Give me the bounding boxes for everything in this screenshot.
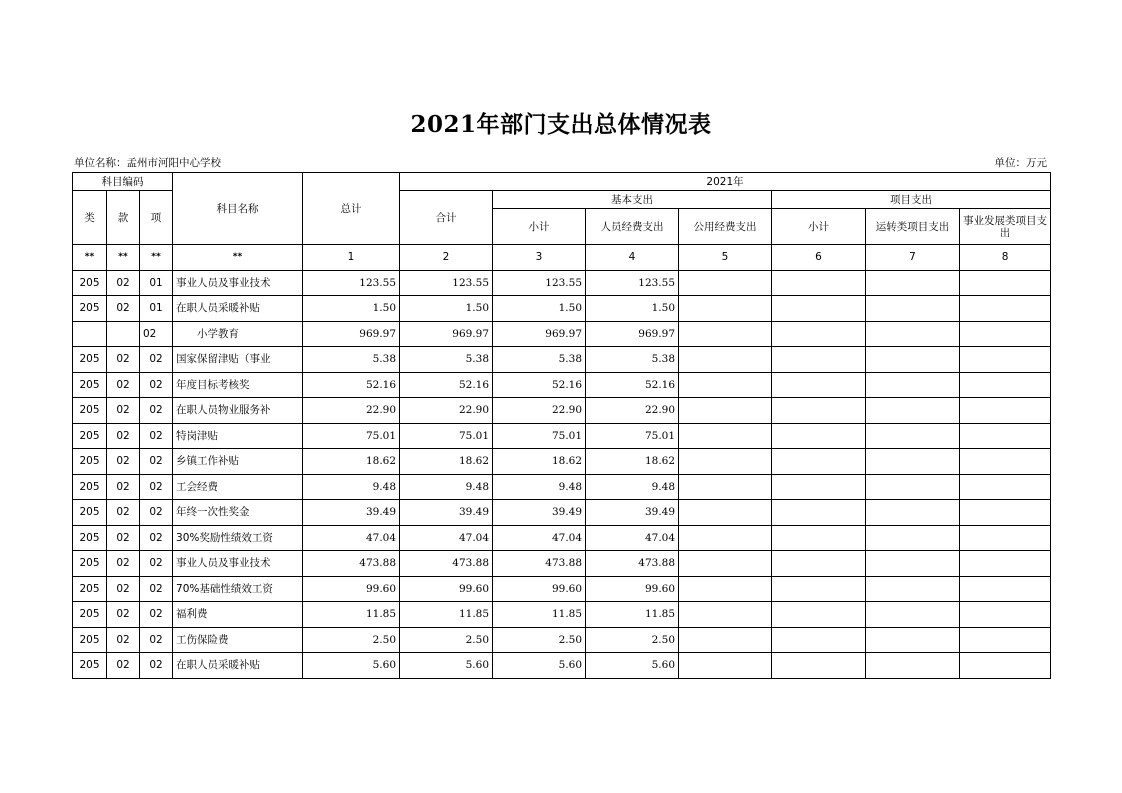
cell-kuan: 02 <box>107 296 140 322</box>
cell-development <box>960 372 1051 398</box>
cell-public <box>679 602 772 628</box>
header-heji: 合计 <box>400 191 493 245</box>
page-title: 2021年部门支出总体情况表 <box>410 111 712 138</box>
cell-development <box>960 551 1051 577</box>
cell-project-subtotal <box>772 653 866 679</box>
header-star: ** <box>107 245 140 271</box>
cell-total: 1.50 <box>303 296 400 322</box>
cell-project-subtotal <box>772 576 866 602</box>
cell-subject-name: 福利费 <box>173 602 303 628</box>
cell-basic-subtotal: 123.55 <box>493 270 586 296</box>
cell-public <box>679 423 772 449</box>
cell-operation <box>866 576 960 602</box>
cell-personnel: 22.90 <box>586 398 679 424</box>
cell-heji: 52.16 <box>400 372 493 398</box>
cell-lei: 205 <box>73 551 107 577</box>
cell-xiang: 02 <box>140 602 173 628</box>
cell-operation <box>866 449 960 475</box>
header-personnel: 人员经费支出 <box>586 209 679 245</box>
header-project-subtotal: 小计 <box>772 209 866 245</box>
cell-public <box>679 347 772 373</box>
cell-total: 11.85 <box>303 602 400 628</box>
header-public: 公用经费支出 <box>679 209 772 245</box>
cell-heji: 47.04 <box>400 525 493 551</box>
header-basic: 基本支出 <box>493 191 772 209</box>
header-number: 2 <box>400 245 493 271</box>
cell-lei <box>73 321 107 347</box>
cell-development <box>960 576 1051 602</box>
cell-operation <box>866 347 960 373</box>
cell-public <box>679 576 772 602</box>
header-xiang: 项 <box>140 191 173 245</box>
cell-subject-name: 年终一次性奖金 <box>173 500 303 526</box>
cell-subject-name: 特岗津贴 <box>173 423 303 449</box>
cell-lei: 205 <box>73 398 107 424</box>
header-number: 4 <box>586 245 679 271</box>
cell-kuan: 02 <box>107 525 140 551</box>
cell-operation <box>866 423 960 449</box>
cell-personnel: 52.16 <box>586 372 679 398</box>
cell-basic-subtotal: 5.60 <box>493 653 586 679</box>
cell-kuan: 02 <box>107 449 140 475</box>
cell-project-subtotal <box>772 423 866 449</box>
table-row <box>73 602 1051 628</box>
header-project: 项目支出 <box>772 191 1051 209</box>
cell-lei: 205 <box>73 449 107 475</box>
cell-xiang: 02 <box>140 653 173 679</box>
cell-lei: 205 <box>73 627 107 653</box>
cell-project-subtotal <box>772 347 866 373</box>
header-basic-subtotal: 小计 <box>493 209 586 245</box>
cell-subject-name: 乡镇工作补贴 <box>173 449 303 475</box>
cell-personnel: 5.60 <box>586 653 679 679</box>
header-number: 5 <box>679 245 772 271</box>
cell-total: 5.38 <box>303 347 400 373</box>
header-number: 6 <box>772 245 866 271</box>
table-row <box>73 449 1051 475</box>
cell-lei: 205 <box>73 423 107 449</box>
cell-xiang: 02 <box>140 525 173 551</box>
cell-project-subtotal <box>772 474 866 500</box>
cell-project-subtotal <box>772 627 866 653</box>
cell-personnel: 123.55 <box>586 270 679 296</box>
cell-project-subtotal <box>772 398 866 424</box>
table-row <box>73 627 1051 653</box>
cell-lei: 205 <box>73 602 107 628</box>
cell-operation <box>866 398 960 424</box>
cell-public <box>679 627 772 653</box>
cell-lei: 205 <box>73 653 107 679</box>
cell-kuan: 02 <box>107 372 140 398</box>
table-row <box>73 500 1051 526</box>
cell-total: 123.55 <box>303 270 400 296</box>
table-row <box>73 551 1051 577</box>
cell-operation <box>866 551 960 577</box>
cell-project-subtotal <box>772 449 866 475</box>
cell-kuan: 02 <box>107 423 140 449</box>
cell-subject-name: 70%基础性绩效工资 <box>173 576 303 602</box>
cell-public <box>679 398 772 424</box>
cell-lei: 205 <box>73 525 107 551</box>
table-row <box>73 398 1051 424</box>
cell-xiang: 02 <box>140 347 173 373</box>
cell-total: 99.60 <box>303 576 400 602</box>
cell-lei: 205 <box>73 347 107 373</box>
cell-basic-subtotal: 1.50 <box>493 296 586 322</box>
cell-project-subtotal <box>772 372 866 398</box>
cell-personnel: 99.60 <box>586 576 679 602</box>
cell-project-subtotal <box>772 500 866 526</box>
cell-lei: 205 <box>73 500 107 526</box>
table-row <box>73 423 1051 449</box>
cell-operation <box>866 627 960 653</box>
header-year: 2021年 <box>400 173 1051 191</box>
header-development: 事业发展类项目支出 <box>960 209 1051 245</box>
cell-total: 969.97 <box>303 321 400 347</box>
cell-kuan: 02 <box>107 576 140 602</box>
cell-total: 18.62 <box>303 449 400 475</box>
cell-project-subtotal <box>772 602 866 628</box>
cell-subject-name: 国家保留津贴（事业 <box>173 347 303 373</box>
cell-xiang: 01 <box>140 270 173 296</box>
cell-heji: 2.50 <box>400 627 493 653</box>
header-star: ** <box>140 245 173 271</box>
header-kuan: 款 <box>107 191 140 245</box>
cell-heji: 75.01 <box>400 423 493 449</box>
cell-project-subtotal <box>772 321 866 347</box>
cell-basic-subtotal: 473.88 <box>493 551 586 577</box>
cell-subject-name: 事业人员及事业技术 <box>173 551 303 577</box>
header-star: ** <box>73 245 107 271</box>
cell-development <box>960 321 1051 347</box>
header-subject-code: 科目编码 <box>73 173 173 191</box>
unit-name-label: 单位名称：孟州市河阳中心学校 <box>74 157 221 169</box>
table-row <box>73 372 1051 398</box>
cell-basic-subtotal: 52.16 <box>493 372 586 398</box>
cell-basic-subtotal: 9.48 <box>493 474 586 500</box>
cell-development <box>960 449 1051 475</box>
cell-public <box>679 296 772 322</box>
table-row <box>73 347 1051 373</box>
header-subject-name: 科目名称 <box>173 173 303 245</box>
cell-basic-subtotal: 969.97 <box>493 321 586 347</box>
cell-operation <box>866 372 960 398</box>
cell-lei: 205 <box>73 270 107 296</box>
cell-personnel: 75.01 <box>586 423 679 449</box>
cell-kuan: 02 <box>107 602 140 628</box>
cell-personnel: 9.48 <box>586 474 679 500</box>
header-number: 8 <box>960 245 1051 271</box>
cell-operation <box>866 270 960 296</box>
cell-operation <box>866 474 960 500</box>
cell-xiang: 02 <box>140 372 173 398</box>
cell-kuan: 02 <box>107 500 140 526</box>
cell-public <box>679 525 772 551</box>
cell-kuan <box>107 321 140 347</box>
cell-heji: 9.48 <box>400 474 493 500</box>
header-number: 7 <box>866 245 960 271</box>
cell-operation <box>866 500 960 526</box>
cell-basic-subtotal: 22.90 <box>493 398 586 424</box>
table-row <box>73 525 1051 551</box>
cell-basic-subtotal: 11.85 <box>493 602 586 628</box>
expenditure-table <box>72 172 1051 679</box>
cell-development <box>960 270 1051 296</box>
cell-heji: 99.60 <box>400 576 493 602</box>
cell-development <box>960 525 1051 551</box>
cell-xiang: 02 <box>140 500 173 526</box>
cell-subject-name: 在职人员物业服务补 <box>173 398 303 424</box>
cell-heji: 11.85 <box>400 602 493 628</box>
cell-subject-name: 工伤保险费 <box>173 627 303 653</box>
cell-public <box>679 474 772 500</box>
cell-personnel: 5.38 <box>586 347 679 373</box>
cell-xiang: 02 <box>140 321 173 347</box>
cell-heji: 473.88 <box>400 551 493 577</box>
cell-subject-name: 小学教育 <box>173 321 303 347</box>
cell-public <box>679 270 772 296</box>
cell-total: 47.04 <box>303 525 400 551</box>
cell-xiang: 02 <box>140 627 173 653</box>
cell-xiang: 02 <box>140 423 173 449</box>
cell-operation <box>866 296 960 322</box>
table-row <box>73 474 1051 500</box>
cell-basic-subtotal: 5.38 <box>493 347 586 373</box>
table-row <box>73 296 1051 322</box>
cell-operation <box>866 653 960 679</box>
cell-basic-subtotal: 47.04 <box>493 525 586 551</box>
cell-subject-name: 工会经费 <box>173 474 303 500</box>
cell-lei: 205 <box>73 576 107 602</box>
table-row <box>73 576 1051 602</box>
cell-basic-subtotal: 2.50 <box>493 627 586 653</box>
cell-project-subtotal <box>772 296 866 322</box>
cell-basic-subtotal: 99.60 <box>493 576 586 602</box>
cell-xiang: 02 <box>140 576 173 602</box>
cell-project-subtotal <box>772 525 866 551</box>
cell-xiang: 02 <box>140 551 173 577</box>
cell-personnel: 47.04 <box>586 525 679 551</box>
cell-subject-name: 在职人员采暖补贴 <box>173 653 303 679</box>
cell-public <box>679 449 772 475</box>
cell-xiang: 02 <box>140 474 173 500</box>
cell-kuan: 02 <box>107 627 140 653</box>
cell-personnel: 11.85 <box>586 602 679 628</box>
cell-subject-name: 在职人员采暖补贴 <box>173 296 303 322</box>
cell-development <box>960 627 1051 653</box>
cell-development <box>960 500 1051 526</box>
cell-heji: 5.60 <box>400 653 493 679</box>
cell-subject-name: 30%奖励性绩效工资 <box>173 525 303 551</box>
cell-personnel: 473.88 <box>586 551 679 577</box>
cell-personnel: 969.97 <box>586 321 679 347</box>
cell-kuan: 02 <box>107 474 140 500</box>
cell-development <box>960 423 1051 449</box>
cell-total: 52.16 <box>303 372 400 398</box>
cell-personnel: 18.62 <box>586 449 679 475</box>
cell-project-subtotal <box>772 551 866 577</box>
cell-total: 5.60 <box>303 653 400 679</box>
cell-personnel: 39.49 <box>586 500 679 526</box>
cell-heji: 123.55 <box>400 270 493 296</box>
cell-xiang: 02 <box>140 449 173 475</box>
cell-personnel: 1.50 <box>586 296 679 322</box>
cell-basic-subtotal: 39.49 <box>493 500 586 526</box>
header-number: 3 <box>493 245 586 271</box>
cell-development <box>960 474 1051 500</box>
header-number: 1 <box>303 245 400 271</box>
header-operation: 运转类项目支出 <box>866 209 960 245</box>
cell-development <box>960 653 1051 679</box>
table-row <box>73 270 1051 296</box>
cell-total: 39.49 <box>303 500 400 526</box>
header-star: ** <box>173 245 303 271</box>
header-lei: 类 <box>73 191 107 245</box>
cell-public <box>679 653 772 679</box>
cell-personnel: 2.50 <box>586 627 679 653</box>
table-row <box>73 653 1051 679</box>
unit-label: 单位：万元 <box>994 157 1047 169</box>
cell-xiang: 02 <box>140 398 173 424</box>
cell-total: 75.01 <box>303 423 400 449</box>
cell-public <box>679 551 772 577</box>
cell-subject-name: 年度目标考核奖 <box>173 372 303 398</box>
cell-kuan: 02 <box>107 347 140 373</box>
cell-basic-subtotal: 75.01 <box>493 423 586 449</box>
cell-lei: 205 <box>73 372 107 398</box>
cell-subject-name: 事业人员及事业技术 <box>173 270 303 296</box>
cell-heji: 22.90 <box>400 398 493 424</box>
cell-kuan: 02 <box>107 270 140 296</box>
cell-total: 22.90 <box>303 398 400 424</box>
cell-heji: 5.38 <box>400 347 493 373</box>
cell-operation <box>866 602 960 628</box>
cell-public <box>679 321 772 347</box>
header-total: 总计 <box>303 173 400 245</box>
cell-operation <box>866 525 960 551</box>
cell-xiang: 01 <box>140 296 173 322</box>
cell-project-subtotal <box>772 270 866 296</box>
cell-kuan: 02 <box>107 398 140 424</box>
cell-lei: 205 <box>73 474 107 500</box>
cell-development <box>960 602 1051 628</box>
cell-public <box>679 500 772 526</box>
cell-lei: 205 <box>73 296 107 322</box>
cell-heji: 39.49 <box>400 500 493 526</box>
cell-total: 2.50 <box>303 627 400 653</box>
cell-basic-subtotal: 18.62 <box>493 449 586 475</box>
cell-heji: 1.50 <box>400 296 493 322</box>
cell-development <box>960 347 1051 373</box>
cell-development <box>960 398 1051 424</box>
cell-kuan: 02 <box>107 551 140 577</box>
cell-operation <box>866 321 960 347</box>
cell-total: 473.88 <box>303 551 400 577</box>
cell-total: 9.48 <box>303 474 400 500</box>
cell-heji: 969.97 <box>400 321 493 347</box>
cell-development <box>960 296 1051 322</box>
cell-heji: 18.62 <box>400 449 493 475</box>
cell-public <box>679 372 772 398</box>
table-row <box>73 321 1051 347</box>
cell-kuan: 02 <box>107 653 140 679</box>
